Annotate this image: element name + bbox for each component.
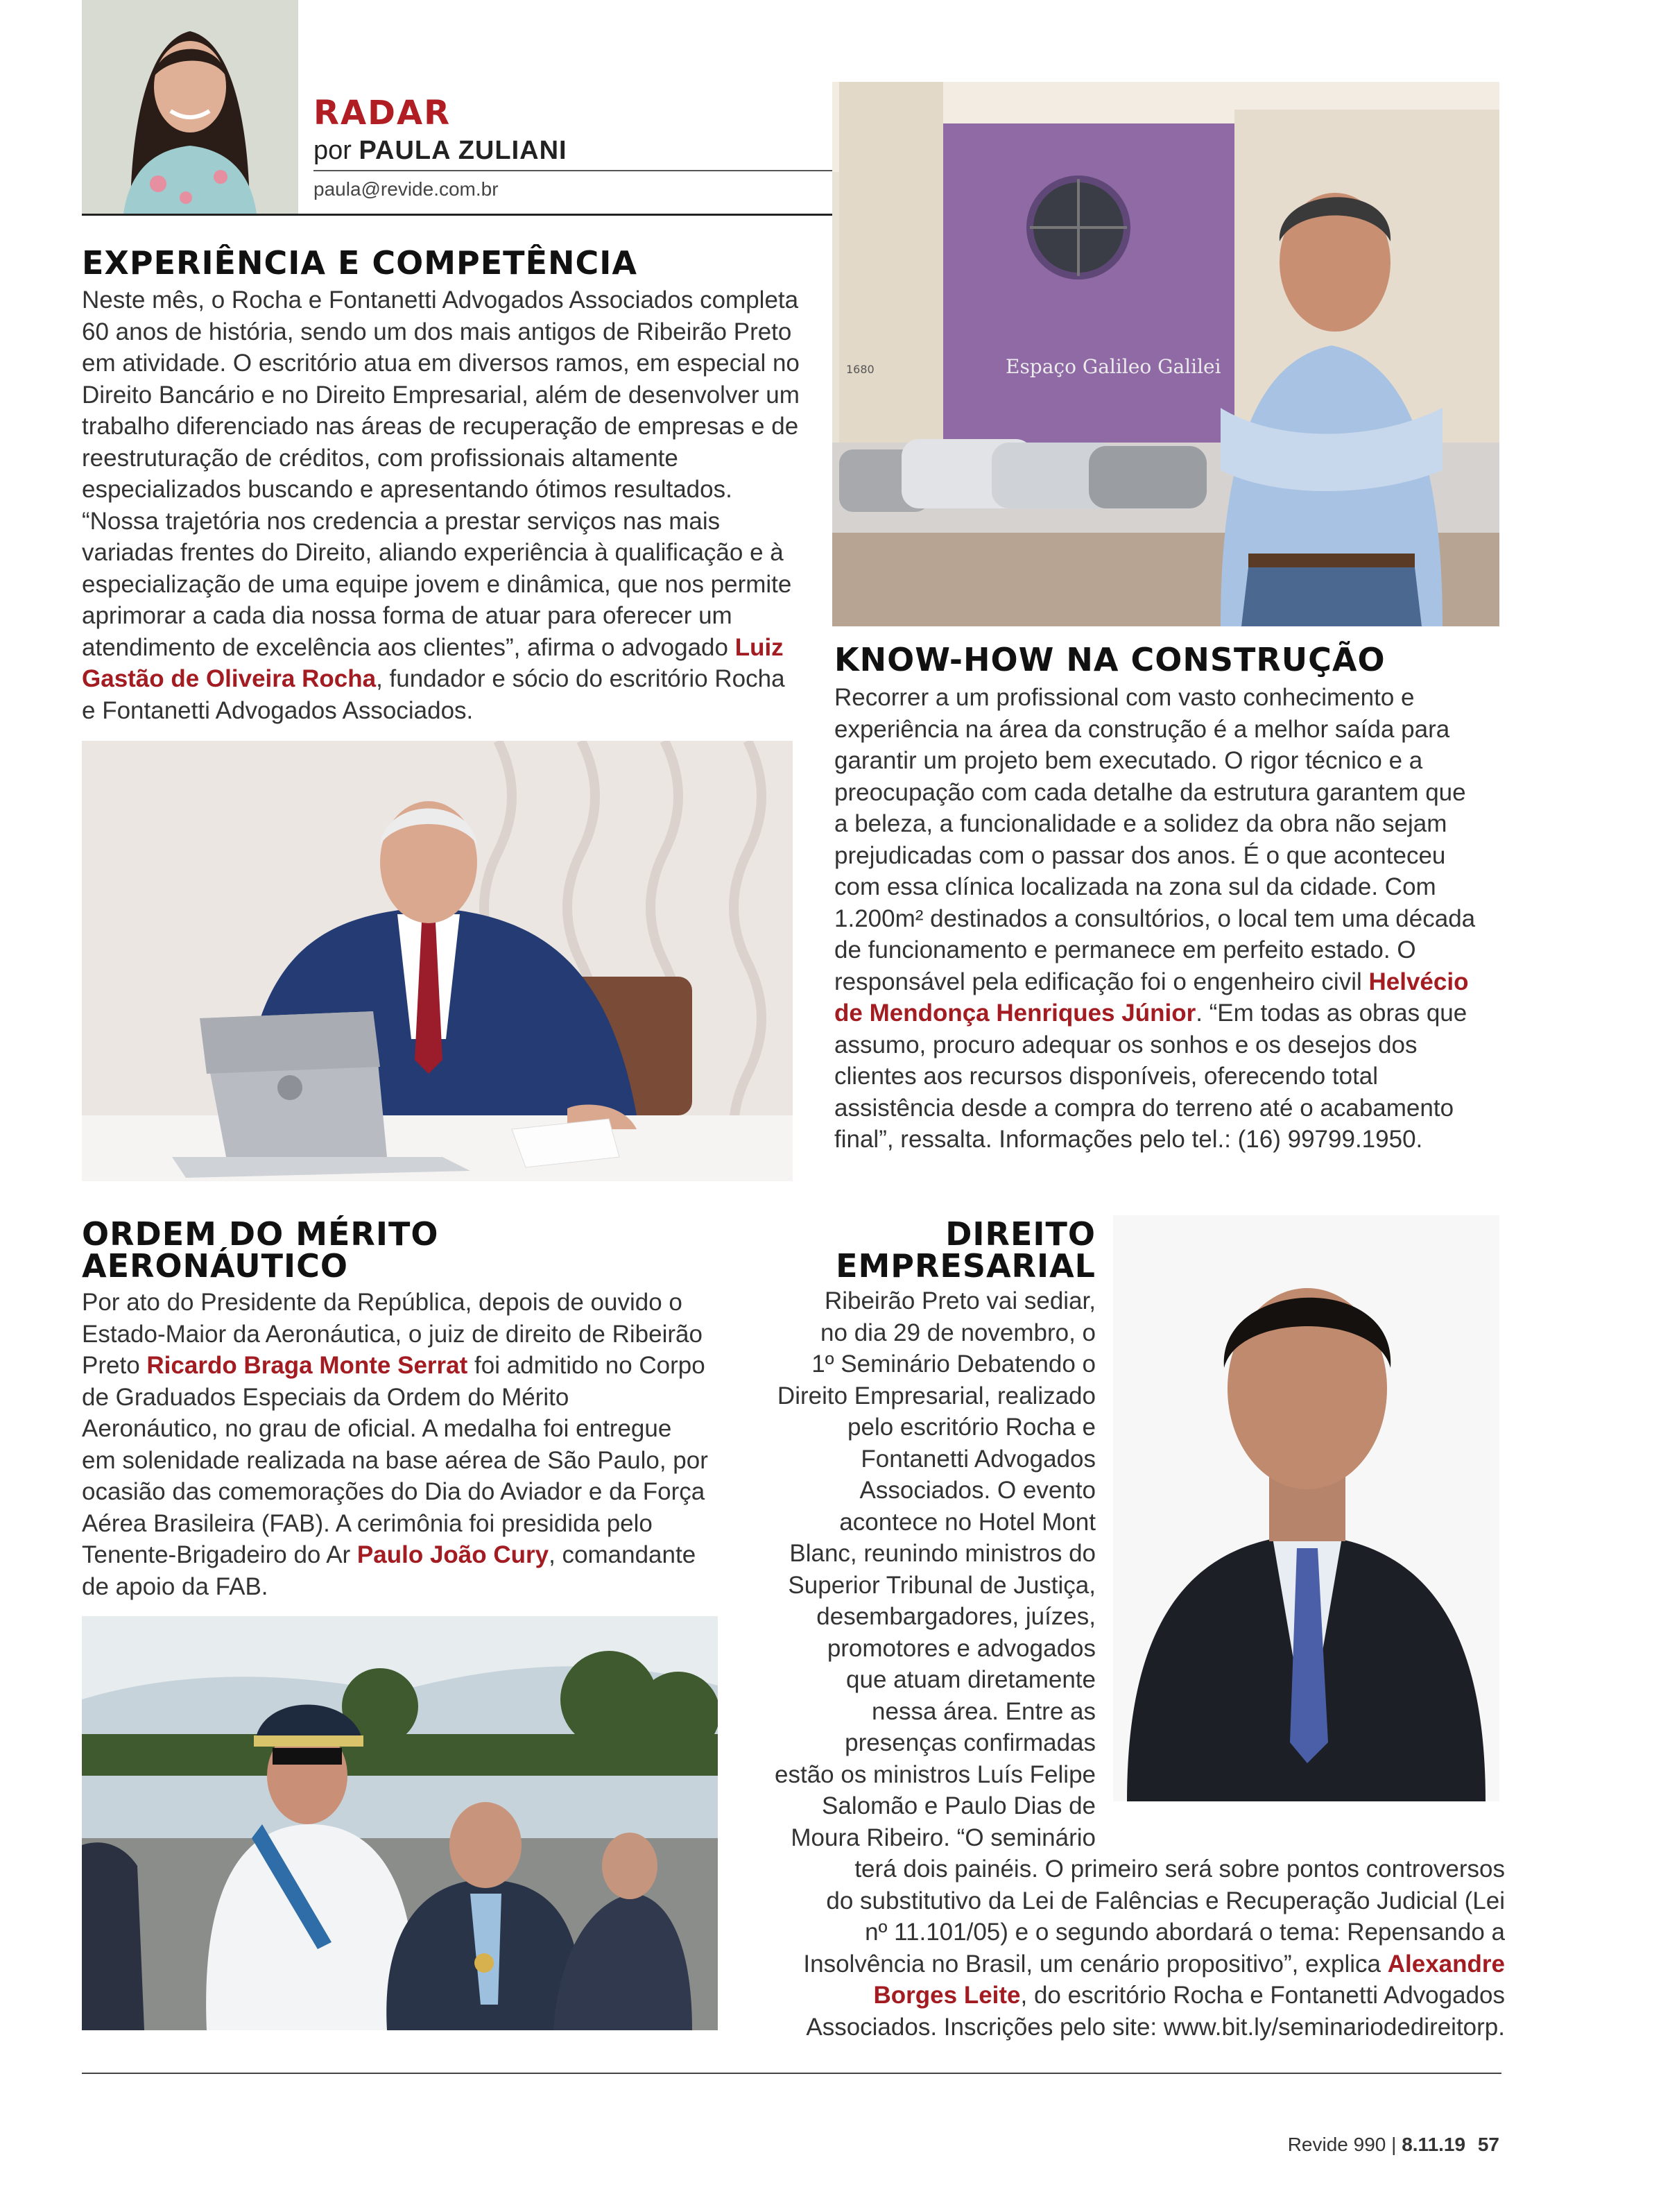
footer-separator: |: [1391, 2134, 1397, 2155]
article4-line: Fontanetti Advogados: [861, 1445, 1096, 1473]
article4-line: que atuam diretamente: [846, 1666, 1096, 1693]
headline-direito-line1: DIREITO: [945, 1215, 1096, 1253]
article4-line: promotores e advogados: [827, 1634, 1096, 1662]
article4-wide-line: Associados. Inscrições pelo site: www.bit.ly/seminariodedireitorp.: [806, 2013, 1505, 2041]
headline-experiencia: EXPERIÊNCIA E COMPETÊNCIA: [82, 244, 637, 282]
article2-text: Recorrer a um profissional com vasto conhecimento e experiência na área da construção é a melhor saída para garantir um projeto bem executado. O rigor técnico e a preocupação com cada detalhe da estrutura garantem que a beleza, a funcionalidade e a solidez da obra não sejam prejudicadas com o passar dos anos. É o que aconteceu com essa clínica localizada na zona sul da cidade. Com 1.200m² destinados a consultórios, o local tem uma década de funcionamento e permanece em perfeito estado. O responsável pela edificação foi o engenheiro civil: [834, 684, 1476, 995]
article2-body: [834, 682, 1483, 1156]
article1-body: [82, 284, 803, 726]
article3-text-end: , comandante de apoio da FAB.: [82, 1541, 696, 1600]
article3-text: Por ato do Presidente da República, depois de ouvido o Estado-Maior da Aeronáutica, o juiz de direito de Ribeirão Preto: [82, 1289, 703, 1379]
article4-line: Ribeirão Preto vai sediar,: [824, 1287, 1096, 1314]
byline-prefix: por: [313, 136, 352, 165]
page-footer: [1110, 2134, 1499, 2156]
article4-line: pelo escritório Rocha e: [847, 1414, 1096, 1441]
lawyer-portrait-photo: [1113, 1215, 1499, 1801]
building-engineer-photo: [832, 82, 1499, 626]
article4-line: Salomão e Paulo Dias de: [822, 1792, 1096, 1819]
article4-highlight-name-part1: Alexandre: [1387, 1950, 1505, 1978]
article4-line: nessa área. Entre as: [872, 1697, 1096, 1725]
article3-text-middle: foi admitido no Corpo de Graduados Especiais da Ordem do Mérito Aeronáutico, no grau de oficial. A medalha foi entregue em solenidade realizada na base aérea de São Paulo, por ocasião das comemorações do Dia do Aviador e da Força Aérea Brasileira (FAB). A cerimônia foi presidida pelo Tenente-Brigadeiro do Ar: [82, 1352, 708, 1568]
author-photo: [82, 0, 298, 214]
building-sign-text: Espaço Galileo Galilei: [1006, 355, 1221, 378]
article4-wide-line: do substitutivo da Lei de Falências e Recuperação Judicial (Lei: [826, 1887, 1505, 1914]
article2-text-end: . “Em todas as obras que assumo, procuro adequar os sonhos e os desejos dos clientes aos recursos disponíveis, oferecendo total assistência desde a compra do terreno até o acabamento final”, ressalta. Informações pelo tel.: (16) 99799.1950.: [834, 1000, 1467, 1153]
article4-line: Moura Ribeiro. “O seminário: [791, 1824, 1096, 1851]
article4-line: Direito Empresarial, realizado: [777, 1382, 1096, 1409]
lawyer-office-photo: [82, 741, 793, 1181]
article4-text-end: , do escritório Rocha e Fontanetti Advogados: [1020, 1982, 1505, 2009]
article4-wide-line: [735, 1948, 1505, 1980]
article1-text-end: , fundador e sócio do escritório Rocha e Fontanetti Advogados Associados.: [82, 665, 785, 724]
article4-line: estão os ministros Luís Felipe: [775, 1760, 1096, 1788]
column-title: RADAR: [313, 94, 451, 132]
headline-direito-line2: EMPRESARIAL: [836, 1247, 1096, 1285]
building-number-text: 1680: [846, 363, 875, 376]
headline-ordem-line2: AERONÁUTICO: [82, 1247, 348, 1285]
author-email[interactable]: paula@revide.com.br: [313, 178, 499, 200]
article4-body-narrow: [735, 1285, 1096, 1853]
footer-rule: [82, 2073, 1501, 2074]
article3-highlight-brigadier: Paulo João Cury: [356, 1541, 549, 1568]
author-name: PAULA ZULIANI: [359, 136, 567, 165]
article4-body-wide: [735, 1853, 1505, 2043]
article4-wide-line: [735, 1980, 1505, 2012]
header-underline: [82, 214, 834, 216]
article4-text: Insolvência no Brasil, um cenário propositivo”, explica: [803, 1950, 1388, 1978]
article4-line: Blanc, reunindo ministros do: [789, 1540, 1096, 1567]
article2-highlight-name: Helvécio de Mendonça Henriques Júnior: [834, 968, 1469, 1027]
article1-highlight-name: Luiz Gastão de Oliveira Rocha: [82, 633, 784, 692]
article4-line: Associados. O evento: [859, 1477, 1096, 1504]
footer-page-number: 57: [1477, 2134, 1499, 2155]
article4-line: 1º Seminário Debatendo o: [811, 1351, 1096, 1378]
article4-wide-line: terá dois painéis. O primeiro será sobre pontos controversos: [854, 1855, 1505, 1883]
article4-line: no dia 29 de novembro, o: [820, 1319, 1096, 1346]
article4-wide-line: nº 11.101/05) e o segundo abordará o tema: Repensando a: [865, 1919, 1505, 1946]
footer-magazine: Revide 990: [1287, 2134, 1386, 2155]
column-byline: [313, 136, 567, 166]
article4-highlight-name-part2: Borges Leite: [873, 1982, 1021, 2009]
ceremony-photo: [82, 1616, 718, 2030]
header-rule: [313, 170, 834, 171]
footer-date: 8.11.19: [1402, 2134, 1466, 2155]
article4-line: desembargadores, juízes,: [816, 1603, 1096, 1630]
article4-line: acontece no Hotel Mont: [839, 1508, 1096, 1536]
article4-line: Superior Tribunal de Justiça,: [788, 1571, 1096, 1599]
article3-highlight-judge: Ricardo Braga Monte Serrat: [146, 1352, 468, 1379]
article3-body: [82, 1287, 709, 1602]
article4-line: presenças confirmadas: [845, 1729, 1096, 1756]
headline-know-how: KNOW-HOW NA CONSTRUÇÃO: [834, 641, 1386, 678]
headline-ordem-line1: ORDEM DO MÉRITO: [82, 1215, 439, 1253]
article1-text: Neste mês, o Rocha e Fontanetti Advogados Associados completa 60 anos de história, sendo um dos mais antigos de Ribeirão Preto em atividade. O escritório atua em diversos ramos, em especial no Direito Bancário e no Direito Empresarial, além de desenvolver um trabalho diferenciado nas áreas de recuperação de empresas e de reestruturação de créditos, com profissionais altamente especializados buscando e apresentando ótimos resultados. “Nossa trajetória nos credencia a prestar serviços nas mais variadas frentes do Direito, aliando experiência à qualificação e à especialização de uma equipe jovem e dinâmica, que nos permite aprimorar a cada dia nossa forma de atuar para oferecer um atendimento de excelência aos clientes”, afirma o advogado: [82, 286, 800, 661]
